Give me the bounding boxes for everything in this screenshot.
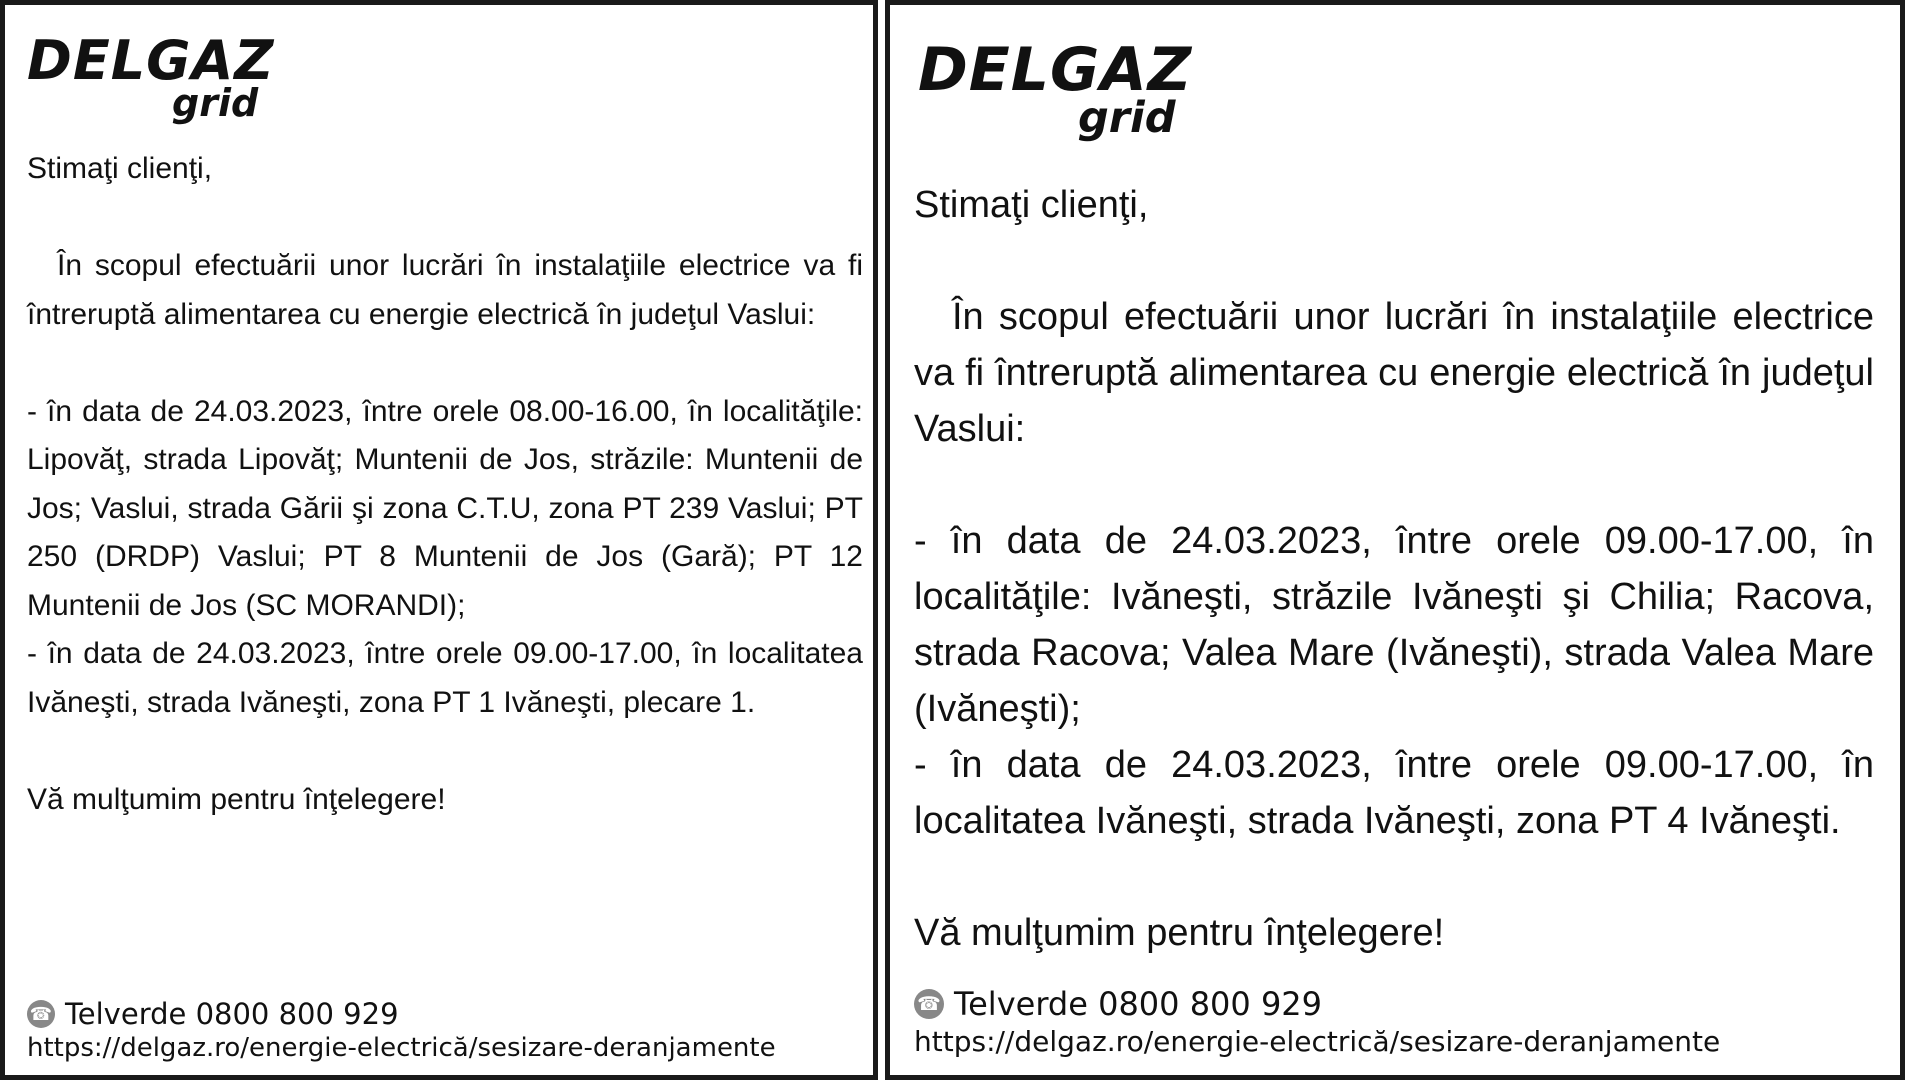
notice-panel-left <box>0 0 878 1080</box>
phone-icon: ☎ <box>914 989 944 1019</box>
notice-body <box>914 177 1874 961</box>
outage-item: - în data de 24.03.2023, între orele 09.00-17.00, în localitatea Ivăneşti, strada Ivăneşti, zona PT 4 Ivăneşti. <box>914 744 1874 842</box>
logo-wordmark: DELGAZ <box>918 35 1193 105</box>
contact-info <box>914 985 1720 1058</box>
intro-paragraph: În scopul efectuării unor lucrări în instalaţiile electrice va fi întreruptă alimentarea cu energie electrică în judeţul Vaslui: <box>914 296 1874 450</box>
greeting: Stimaţi clienţi, <box>914 184 1149 226</box>
phone-row <box>27 997 776 1031</box>
thanks-line: Vă mulţumim pentru înţelegere! <box>27 782 446 816</box>
phone-number: Telverde 0800 800 929 <box>954 985 1323 1023</box>
report-url: https://delgaz.ro/energie-electrică/sesizare-deranjamente <box>914 1025 1721 1058</box>
phone-row <box>914 985 1720 1023</box>
logo-subtitle: grid <box>172 81 259 125</box>
spacer <box>914 849 1874 905</box>
outage-item: - în data de 24.03.2023, între orele 08.00-16.00, în localităţile: Lipovăţ, strada Lipovăţ; Muntenii de Jos, străzile: Muntenii de Jos; Vaslui, strada Gării şi zona C.T.U, zona PT 239 Vaslui; PT 250 (DRDP) Vaslui; PT 8 Muntenii de Jos (Gară); PT 12 Muntenii de Jos (SC MORANDI); <box>27 394 863 622</box>
phone-icon: ☎ <box>27 1000 55 1028</box>
delgaz-grid-logo <box>27 29 287 124</box>
spacer <box>27 194 863 243</box>
notice-body <box>27 145 863 824</box>
greeting: Stimaţi clienţi, <box>27 152 213 185</box>
spacer <box>27 339 863 388</box>
intro-paragraph: În scopul efectuării unor lucrări în instalaţiile electrice va fi întreruptă alimentarea cu energie electrică în judeţul Vaslui: <box>27 249 863 331</box>
thanks-line: Vă mulţumim pentru înţelegere! <box>914 912 1445 954</box>
spacer <box>27 727 863 776</box>
delgaz-grid-logo <box>918 35 1208 143</box>
spacer <box>914 233 1874 289</box>
notice-panel-right <box>885 0 1905 1080</box>
outage-item: - în data de 24.03.2023, între orele 09.00-17.00, în localitatea Ivăneşti, strada Ivăneşti, zona PT 1 Ivăneşti, plecare 1. <box>27 637 863 719</box>
logo-wordmark: DELGAZ <box>27 29 275 92</box>
contact-info <box>27 997 776 1063</box>
spacer <box>914 457 1874 513</box>
logo-subtitle: grid <box>1078 93 1176 143</box>
outage-item: - în data de 24.03.2023, între orele 09.00-17.00, în localităţile: Ivăneşti, străzile Ivăneşti şi Chilia; Racova, strada Racova; Valea Mare (Ivăneşti), strada Valea Mare (Ivăneşti); <box>914 520 1874 730</box>
report-url: https://delgaz.ro/energie-electrică/sesizare-deranjamente <box>27 1033 776 1063</box>
phone-number: Telverde 0800 800 929 <box>65 997 399 1031</box>
